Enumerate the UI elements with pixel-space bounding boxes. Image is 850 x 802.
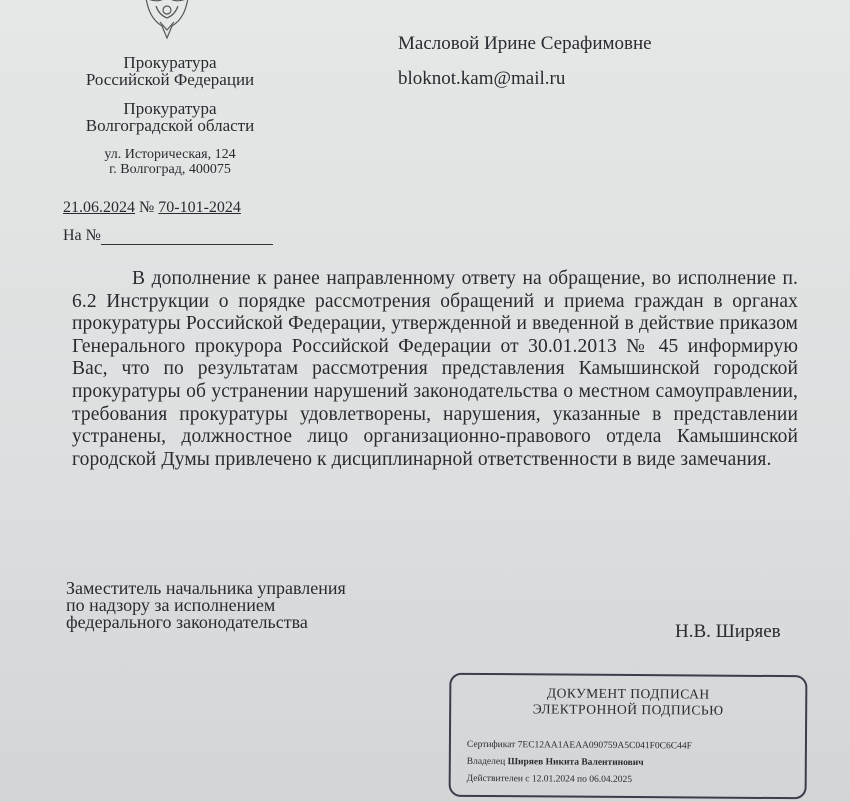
org-name-line: Волгоградской области — [85, 116, 255, 135]
stamp-validity — [467, 771, 805, 790]
stamp-cert-value: 7EC12AA1AEAA090759A5C041F0C6C44F — [517, 740, 692, 752]
document-number: 70-101-2024 — [158, 199, 241, 216]
org-name-line: Прокуратура — [123, 53, 217, 72]
reply-to-line — [63, 227, 273, 245]
stamp-valid-label: Действителен — [466, 773, 523, 785]
document-date: 21.06.2024 — [63, 199, 135, 216]
reply-blank — [101, 230, 273, 245]
signer-name: Н.В. Ширяев — [675, 621, 781, 642]
stamp-owner-label: Владелец — [466, 756, 506, 768]
signer-title-line: федерального законодательства — [66, 612, 308, 632]
stamp-details — [467, 737, 805, 790]
reply-label: На № — [63, 227, 101, 244]
stamp-owner-value: Ширяев Никита Валентинович — [507, 757, 644, 769]
stamp-cert-label: Сертификат — [466, 739, 516, 751]
registration-line — [63, 199, 241, 217]
letter-body: В дополнение к ранее направленному ответу на обращение, во исполнение п. 6.2 Инструкции о порядке рассмотрения обращений и приема граждан в органах прокуратуры Российской Федерации, утвержденной и введенной в действие приказом Генерального прокурора Российской Федерации от 30.01.2013 № 45 информирую Вас, что по результатам рассмотрения представления Камышинской городской прокуратуры об устранении нарушений законодательства о местном самоуправлении, требования прокуратуры удовлетворены, нарушения, указанные в представлении устранены, должностное лицо организационно-правового отдела Камышинской городской Думы привлечено к дисциплинарной ответственности в виде замечания. — [72, 268, 798, 470]
stamp-valid-value: с 12.01.2024 по 06.04.2025 — [525, 774, 633, 786]
address-line: г. Волгоград, 400075 — [109, 162, 231, 177]
sender-block — [50, 54, 290, 177]
stamp-title-line: ЭЛЕКТРОННОЙ ПОДПИСЬЮ — [532, 701, 724, 718]
signer-title-line: по надзору за исполнением — [66, 595, 276, 615]
signer-title-line: Заместитель начальника управления — [66, 578, 346, 598]
address-line: ул. Историческая, 124 — [104, 147, 236, 162]
stamp-title — [451, 685, 805, 719]
eagle-emblem-icon — [132, 0, 202, 42]
org-name-line: Российской Федерации — [85, 70, 255, 89]
recipient-email: bloknot.kam@mail.ru — [398, 68, 566, 89]
number-sign: № — [139, 199, 155, 216]
org-name-line: Прокуратура — [123, 99, 217, 118]
electronic-signature-stamp — [449, 673, 808, 799]
stamp-title-line: ДОКУМЕНТ ПОДПИСАН — [546, 685, 710, 702]
signer-title — [66, 580, 346, 631]
recipient-name: Масловой Ирине Серафимовне — [398, 33, 652, 54]
